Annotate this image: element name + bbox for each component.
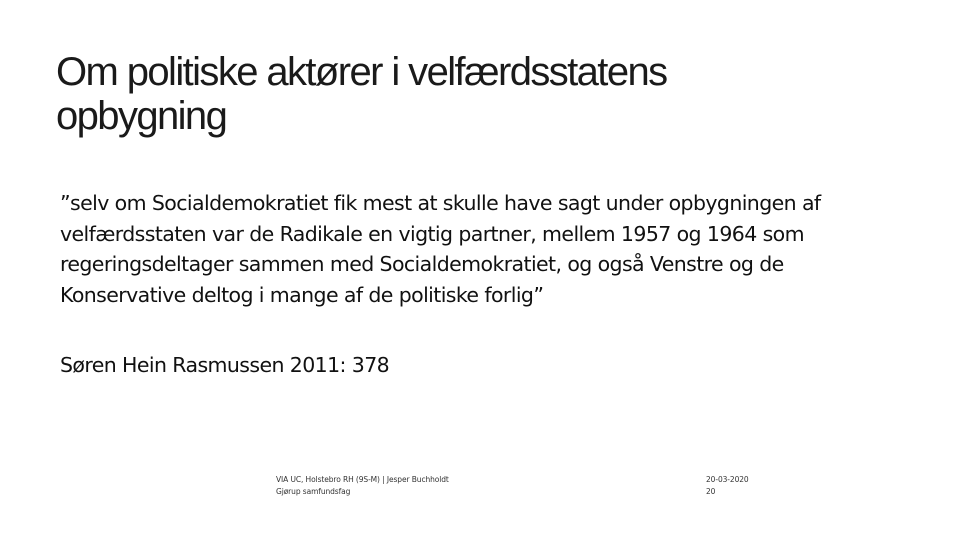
quote-line-3: regeringsdeltager sammen med Socialdemokratiet, og også Venstre og de [60, 252, 784, 276]
footer-institution: VIA UC, Holstebro RH (9S-M) | Jesper Buchholdt [276, 475, 449, 484]
quote-citation: Søren Hein Rasmussen 2011: 378 [60, 353, 390, 377]
quote-block [60, 188, 910, 310]
footer-meta [706, 474, 749, 497]
footer-date: 20-03-2020 [706, 475, 749, 484]
slide-title-line-2: opbygning [56, 94, 227, 138]
slide-title [56, 50, 916, 138]
quote-line-4: Konservative deltog i mange af de politiske forlig” [60, 282, 544, 307]
footer-subject: Gjørup samfundsfag [276, 486, 351, 496]
footer-page-number: 20 [706, 486, 716, 496]
footer-info [276, 474, 449, 497]
quote-line-1: ”selv om Socialdemokratiet fik mest at skulle have sagt under opbygningen af [60, 191, 821, 215]
quote-line-2: velfærdsstaten var de Radikale en vigtig partner, mellem 1957 og 1964 som [60, 221, 804, 246]
slide-title-line-1: Om politiske aktører i velfærdsstatens [56, 50, 667, 94]
